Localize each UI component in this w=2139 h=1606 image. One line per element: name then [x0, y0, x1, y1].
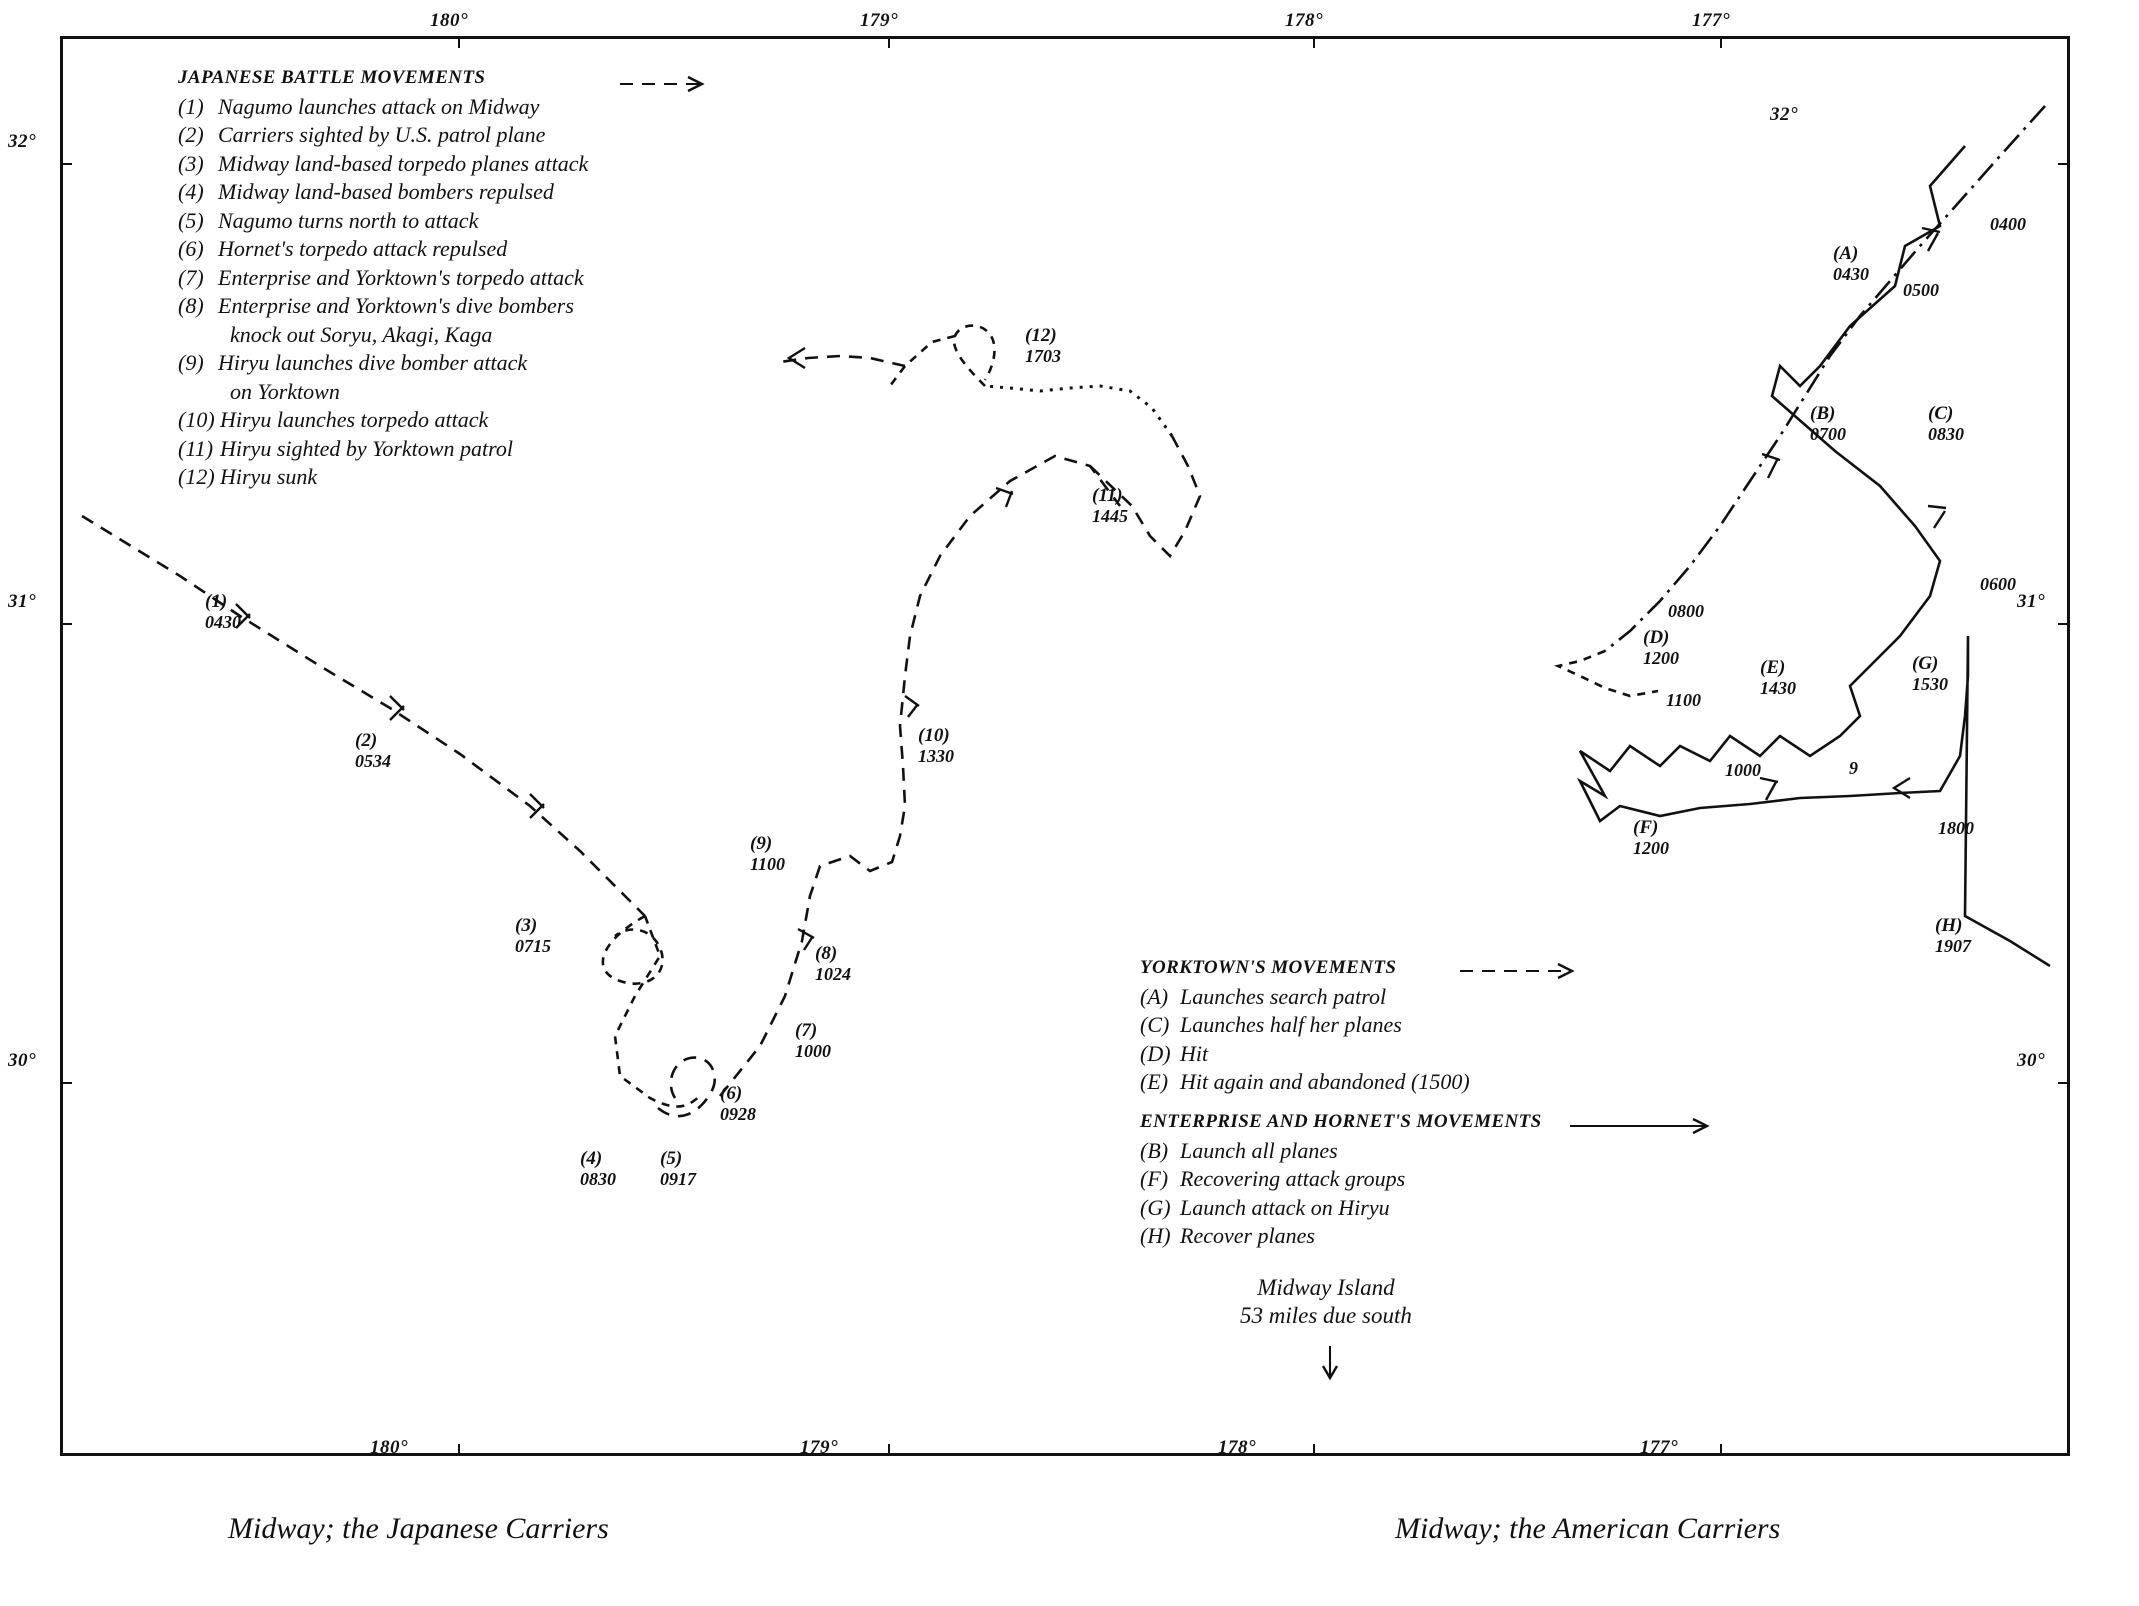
- marker-american-h-label: (H): [1935, 915, 1963, 936]
- legend-japanese-item-4: [178, 178, 588, 207]
- legend-yorktown-item-a: [1140, 983, 1470, 1012]
- japanese-track-turn-north: [615, 916, 700, 1107]
- marker-japanese-10-label: (10): [918, 725, 950, 746]
- marker-japanese-1: [205, 592, 241, 633]
- legend-japanese-item-7: [178, 264, 588, 293]
- yorktown-track: [1605, 106, 2045, 651]
- marker-japanese-11: [1092, 486, 1128, 527]
- legend-enterprise-title: ENTERPRISE AND HORNET'S MOVEMENTS: [1140, 1111, 1542, 1132]
- legend-japanese-num-5: (5): [178, 207, 204, 233]
- lon-label-top-178: 178°: [1285, 10, 1324, 31]
- lon-label-bottom-179: 179°: [800, 1437, 839, 1458]
- legend-yorktown-text-e: Hit again and abandoned (1500): [1180, 1069, 1470, 1094]
- time-label-0600: 0600: [1980, 574, 2016, 594]
- legend-japanese-text-12: Hiryu sunk: [220, 464, 318, 489]
- marker-american-d: [1643, 628, 1679, 669]
- marker-japanese-9-time: 1100: [750, 854, 786, 874]
- legend-japanese-num-2: (2): [178, 122, 204, 147]
- marker-american-h: [1935, 916, 1971, 957]
- legend-enterprise-text-b: Launch all planes: [1180, 1137, 1338, 1163]
- lat-label-left-30: 30°: [8, 1050, 37, 1071]
- marker-japanese-11-time: 1445: [1092, 506, 1128, 526]
- lat-label-right-30: 30°: [2017, 1050, 2046, 1071]
- legend-japanese-text-7: Enterprise and Yorktown's torpedo attack: [218, 264, 584, 290]
- marker-japanese-4-label: (4): [580, 1148, 603, 1169]
- legend-japanese-num-3: (3): [178, 150, 204, 176]
- marker-american-a: [1833, 244, 1869, 285]
- marker-american-c-time: 0830: [1928, 424, 1964, 444]
- marker-japanese-12-label: (12): [1025, 325, 1057, 346]
- legend-yorktown-num-a: (A): [1140, 983, 1169, 1009]
- time-label-1800: 1800: [1938, 818, 1974, 838]
- legend-japanese-item-3: [178, 150, 588, 179]
- legend-yorktown-item-c: [1140, 1011, 1470, 1040]
- marker-japanese-6-time: 0928: [720, 1104, 756, 1124]
- marker-japanese-2: [355, 731, 391, 772]
- legend-japanese-item-10: [178, 406, 588, 435]
- time-label-0800: 0800: [1668, 601, 1704, 621]
- marker-american-g: [1912, 654, 1948, 695]
- legend-enterprise-item-f: [1140, 1165, 1542, 1194]
- marker-american-b: [1810, 404, 1846, 445]
- legend-enterprise-num-b: (B): [1140, 1137, 1169, 1163]
- legend-japanese-item-11: [178, 435, 588, 464]
- legend-japanese-item-9: [178, 349, 588, 406]
- legend-yorktown-item-e: [1140, 1068, 1470, 1097]
- legend-japanese-item-12: [178, 463, 588, 492]
- marker-american-b-time: 0700: [1810, 424, 1846, 444]
- japanese-track-hiryu-west: [890, 336, 955, 386]
- legend-japanese-text-8: Enterprise and Yorktown's dive bombers: [218, 293, 574, 318]
- midway-island-note-line2: 53 miles due south: [1240, 1303, 1412, 1328]
- marker-american-f-label: (F): [1633, 817, 1659, 838]
- legend-enterprise-num-h: (H): [1140, 1223, 1171, 1248]
- legend-japanese-num-4: (4): [178, 179, 204, 204]
- legend-japanese-list: [178, 93, 588, 492]
- marker-american-b-label: (B): [1810, 403, 1836, 424]
- legend-yorktown-num-e: (E): [1140, 1069, 1169, 1094]
- time-label-1000: 1000: [1725, 760, 1761, 780]
- marker-japanese-2-time: 0534: [355, 751, 391, 771]
- japanese-track-hiryu-dotted: [985, 386, 1172, 436]
- legend-japanese-text-6: Hornet's torpedo attack repulsed: [218, 236, 508, 261]
- marker-american-c-label: (C): [1928, 403, 1954, 424]
- marker-japanese-6-label: (6): [720, 1083, 743, 1104]
- marker-american-e-label: (E): [1760, 657, 1786, 678]
- time-label-0400: 0400: [1990, 214, 2026, 234]
- legend-japanese-item-1: [178, 93, 588, 122]
- marker-american-e-time: 1430: [1760, 678, 1796, 698]
- midway-island-note: [1240, 1274, 1412, 1330]
- legend-japanese-text-4: Midway land-based bombers repulsed: [218, 179, 554, 204]
- marker-american-e: [1760, 658, 1796, 699]
- legend-enterprise-text-g: Launch attack on Hiryu: [1180, 1194, 1390, 1220]
- marker-japanese-8: [815, 944, 851, 985]
- marker-japanese-5: [660, 1149, 696, 1190]
- time-label-9: 9: [1849, 758, 1858, 778]
- legend-japanese-item-2: [178, 121, 588, 150]
- legend-japanese-num-9: (9): [178, 350, 204, 375]
- legend-enterprise-list: [1140, 1137, 1542, 1251]
- legend-yorktown-num-d: (D): [1140, 1040, 1171, 1066]
- marker-japanese-12-time: 1703: [1025, 346, 1061, 366]
- lat-label-right-32: 32°: [1770, 104, 1799, 125]
- legend-japanese-num-12: (12): [178, 464, 215, 489]
- marker-american-g-time: 1530: [1912, 674, 1948, 694]
- marker-japanese-8-time: 1024: [815, 964, 851, 984]
- legend-japanese-item-8: [178, 292, 588, 349]
- legend-yorktown-title: YORKTOWN'S MOVEMENTS: [1140, 957, 1397, 978]
- marker-american-f: [1633, 818, 1669, 859]
- japanese-track-hiryu-sunk-loop: [954, 326, 994, 386]
- marker-japanese-11-label: (11): [1092, 485, 1123, 506]
- marker-japanese-5-time: 0917: [660, 1169, 696, 1189]
- legend-yorktown: [1140, 954, 1470, 1097]
- lat-label-left-32: 32°: [8, 131, 37, 152]
- japanese-track-attack-loop: [603, 916, 663, 984]
- marker-japanese-3: [515, 916, 551, 957]
- legend-japanese-text-9: Hiryu launches dive bomber attack: [218, 350, 528, 375]
- legend-japanese-text-8-cont: knock out Soryu, Akagi, Kaga: [230, 321, 493, 347]
- marker-japanese-2-label: (2): [355, 730, 378, 751]
- marker-japanese-1-time: 0430: [205, 612, 241, 632]
- marker-american-c: [1928, 404, 1964, 445]
- marker-japanese-4: [580, 1149, 616, 1190]
- legend-enterprise-item-h: [1140, 1222, 1542, 1251]
- marker-japanese-9: [750, 834, 785, 875]
- japanese-track-north-run: [658, 1058, 715, 1117]
- legend-japanese-text-5: Nagumo turns north to attack: [218, 207, 479, 233]
- marker-japanese-1-label: (1): [205, 591, 228, 612]
- legend-japanese-text-1: Nagumo launches attack on Midway: [218, 93, 540, 119]
- japanese-track-to-hiryu: [720, 456, 1120, 1096]
- lon-label-top-180: 180°: [430, 10, 469, 31]
- legend-enterprise-item-b: [1140, 1137, 1542, 1166]
- marker-japanese-10: [918, 726, 954, 767]
- marker-american-f-time: 1200: [1633, 838, 1669, 858]
- marker-japanese-7-time: 1000: [795, 1041, 831, 1061]
- marker-japanese-7: [795, 1021, 831, 1062]
- marker-american-a-time: 0430: [1833, 264, 1869, 284]
- legend-japanese-num-1: (1): [178, 93, 204, 119]
- marker-american-d-label: (D): [1643, 627, 1670, 648]
- marker-japanese-3-time: 0715: [515, 936, 551, 956]
- marker-japanese-4-time: 0830: [580, 1169, 616, 1189]
- legend-enterprise-text-f: Recovering attack groups: [1180, 1166, 1406, 1191]
- legend-japanese-num-10: (10): [178, 407, 215, 432]
- legend-japanese-text-11: Hiryu sighted by Yorktown patrol: [220, 435, 513, 461]
- marker-japanese-8-label: (8): [815, 943, 838, 964]
- legend-japanese-text-2: Carriers sighted by U.S. patrol plane: [218, 122, 546, 147]
- marker-japanese-12: [1025, 326, 1061, 367]
- legend-japanese-num-11: (11): [178, 435, 214, 461]
- marker-american-h-time: 1907: [1935, 936, 1971, 956]
- lat-label-left-31: 31°: [8, 591, 37, 612]
- lon-label-bottom-178: 178°: [1218, 1437, 1257, 1458]
- midway-island-note-line1: Midway Island: [1257, 1275, 1395, 1300]
- time-label-0500: 0500: [1903, 280, 1939, 300]
- marker-japanese-6: [720, 1084, 756, 1125]
- legend-enterprise-num-f: (F): [1140, 1166, 1169, 1191]
- legend-yorktown-text-a: Launches search patrol: [1180, 983, 1387, 1009]
- legend-yorktown-item-d: [1140, 1040, 1470, 1069]
- lon-label-top-179: 179°: [860, 10, 899, 31]
- lat-label-right-31: 31°: [2017, 591, 2046, 612]
- marker-japanese-5-label: (5): [660, 1148, 683, 1169]
- legend-enterprise-num-g: (G): [1140, 1194, 1171, 1220]
- marker-japanese-3-label: (3): [515, 915, 538, 936]
- legend-japanese-num-8: (8): [178, 293, 204, 318]
- legend-japanese-text-3: Midway land-based torpedo planes attack: [218, 150, 589, 176]
- legend-japanese-num-7: (7): [178, 264, 204, 290]
- marker-japanese-9-label: (9): [750, 833, 773, 854]
- marker-japanese-10-time: 1330: [918, 746, 954, 766]
- legend-enterprise: [1140, 1108, 1542, 1251]
- legend-japanese-item-5: [178, 207, 588, 236]
- japanese-track-approach: [82, 516, 645, 916]
- lon-label-bottom-180: 180°: [370, 1437, 409, 1458]
- marker-american-d-time: 1200: [1643, 648, 1679, 668]
- legend-yorktown-num-c: (C): [1140, 1012, 1170, 1037]
- map-frame: [8, 10, 2070, 1458]
- legend-enterprise-text-h: Recover planes: [1180, 1223, 1315, 1248]
- legend-yorktown-text-c: Launches half her planes: [1180, 1012, 1402, 1037]
- legend-yorktown-text-d: Hit: [1180, 1040, 1209, 1066]
- marker-american-g-label: (G): [1912, 653, 1939, 674]
- caption-right: Midway; the American Carriers: [1395, 1512, 1781, 1545]
- lon-label-bottom-177: 177°: [1640, 1437, 1679, 1458]
- marker-japanese-7-label: (7): [795, 1020, 818, 1041]
- legend-japanese-text-10: Hiryu launches torpedo attack: [220, 407, 489, 432]
- legend-japanese-num-6: (6): [178, 236, 204, 261]
- legend-enterprise-item-g: [1140, 1194, 1542, 1223]
- marker-american-a-label: (A): [1833, 243, 1859, 264]
- legend-japanese-item-6: [178, 235, 588, 264]
- time-label-1100: 1100: [1666, 690, 1702, 710]
- legend-japanese-title: JAPANESE BATTLE MOVEMENTS: [178, 67, 486, 88]
- legend-yorktown-list: [1140, 983, 1470, 1097]
- caption-left: Midway; the Japanese Carriers: [228, 1512, 609, 1545]
- legend-japanese-text-9-cont: on Yorktown: [230, 378, 340, 404]
- lon-label-top-177: 177°: [1692, 10, 1731, 31]
- legend-japanese: [178, 64, 588, 492]
